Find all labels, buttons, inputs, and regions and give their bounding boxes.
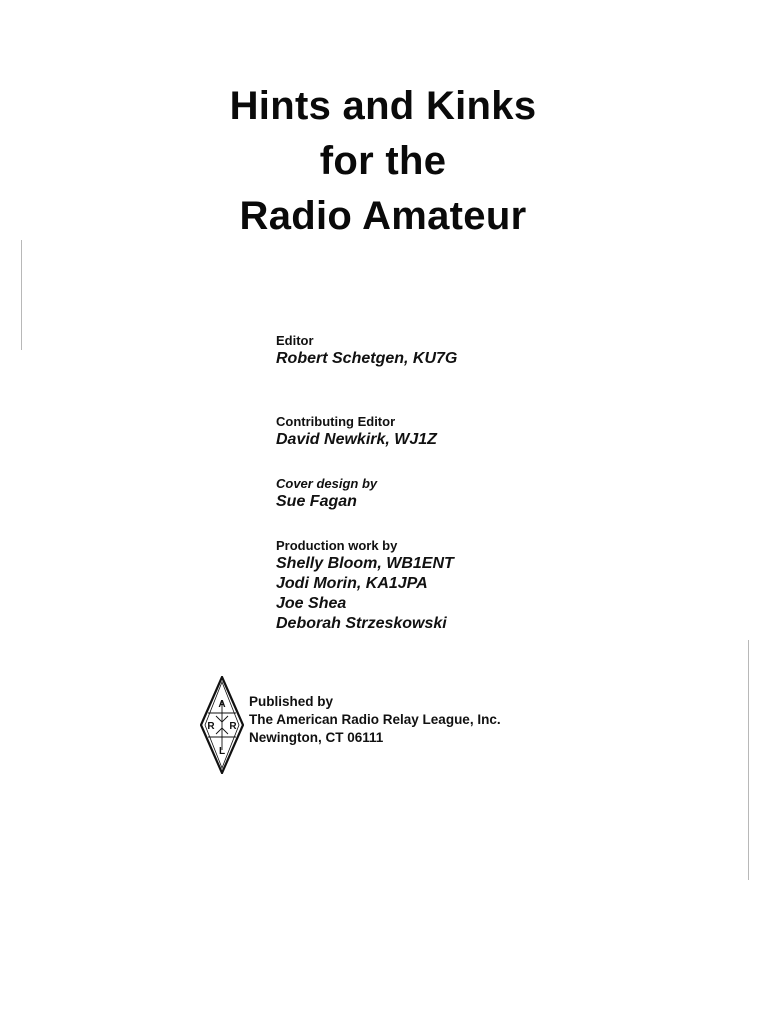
cover-design-credit xyxy=(276,476,377,512)
publisher-location: Newington, CT 06111 xyxy=(249,730,384,745)
production-name: Deborah Strzeskowski xyxy=(276,615,447,632)
production-name: Joe Shea xyxy=(276,595,347,612)
contributing-editor-name: David Newkirk, WJ1Z xyxy=(276,431,437,448)
title-line-1: Hints and Kinks xyxy=(229,83,537,128)
contributing-editor-role: Contributing Editor xyxy=(276,414,396,429)
title-line-2: for the xyxy=(319,138,447,183)
editor-role: Editor xyxy=(276,333,314,348)
publisher-name: The American Radio Relay League, Inc. xyxy=(249,712,501,727)
title-line-3: Radio Amateur xyxy=(239,193,527,238)
editor-name: Robert Schetgen, KU7G xyxy=(276,350,458,367)
arrl-diamond-logo-icon xyxy=(200,676,244,774)
publisher-section xyxy=(200,676,620,776)
logo-letter-right: R xyxy=(229,721,237,732)
publisher-text xyxy=(249,693,501,747)
production-role: Production work by xyxy=(276,538,398,553)
scan-edge-line xyxy=(21,240,22,350)
logo-letter-left: R xyxy=(207,721,215,732)
production-credit xyxy=(276,538,454,634)
book-title xyxy=(160,79,606,244)
contributing-editor-credit xyxy=(276,414,437,450)
cover-design-name: Sue Fagan xyxy=(276,493,357,510)
logo-letter-bottom: L xyxy=(218,746,226,757)
editor-credit xyxy=(276,333,457,369)
production-name: Jodi Morin, KA1JPA xyxy=(276,575,428,592)
cover-design-role: Cover design by xyxy=(276,476,378,491)
published-by-label: Published by xyxy=(249,694,334,709)
production-name: Shelly Bloom, WB1ENT xyxy=(276,555,454,572)
logo-letter-top: A xyxy=(218,699,226,710)
scan-edge-line xyxy=(748,640,749,880)
